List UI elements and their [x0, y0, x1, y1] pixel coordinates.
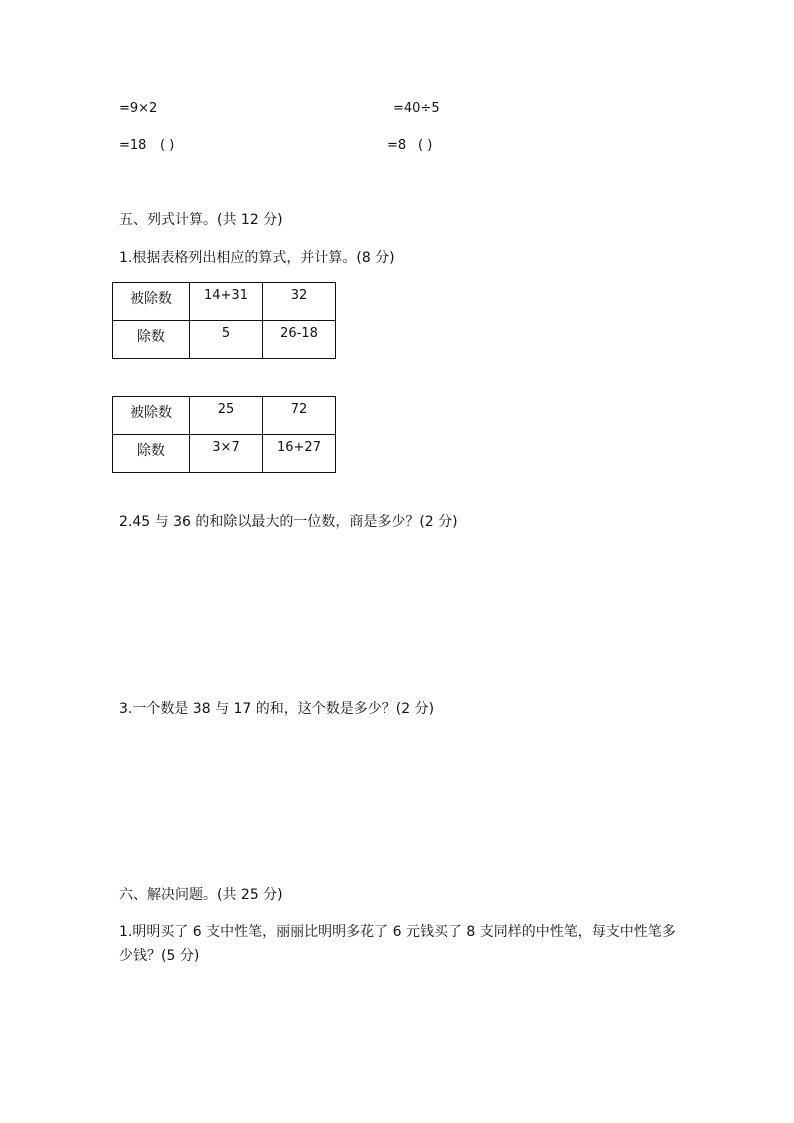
calc-right-line2: =8: [387, 138, 407, 153]
table-cell: 16+27: [263, 435, 336, 473]
calc-right-line1: =40÷5: [393, 101, 440, 116]
table-cell: 除数: [113, 321, 190, 359]
table-cell: 32: [263, 283, 336, 321]
section5-question2: 2.45 与 36 的和除以最大的一位数，商是多少？(2 分): [119, 514, 458, 530]
section5-question3: 3.一个数是 38 与 17 的和，这个数是多少？(2 分): [119, 701, 435, 717]
calc-left-line1: =9×2: [119, 101, 158, 116]
table-1: [112, 282, 336, 359]
table-cell: 被除数: [113, 397, 190, 435]
calc-left-line2: =18: [119, 138, 147, 153]
section6-heading: 六、解决问题。(共 25 分): [119, 887, 283, 903]
table-cell: 25: [190, 397, 263, 435]
table-row: [113, 283, 336, 321]
table-cell: 除数: [113, 435, 190, 473]
table-cell: 被除数: [113, 283, 190, 321]
section6-question1: 1.明明买了 6 支中性笔，丽丽比明明多花了 6 元钱买了 8 支同样的中性笔，每支中性笔多少钱？(5 分): [119, 924, 676, 964]
calc-right-answer-blank[interactable]: ( ): [418, 138, 433, 153]
table-2: [112, 396, 336, 473]
table-cell: 14+31: [190, 283, 263, 321]
section5-heading: 五、列式计算。(共 12 分): [119, 212, 283, 228]
table-cell: 5: [190, 321, 263, 359]
table-cell: 3×7: [190, 435, 263, 473]
table-row: [113, 435, 336, 473]
table-cell: 72: [263, 397, 336, 435]
calc-left-answer-blank[interactable]: ( ): [160, 138, 175, 153]
table-cell: 26-18: [263, 321, 336, 359]
table-row: [113, 321, 336, 359]
table-row: [113, 397, 336, 435]
section5-question1: 1.根据表格列出相应的算式，并计算。(8 分): [119, 250, 395, 266]
